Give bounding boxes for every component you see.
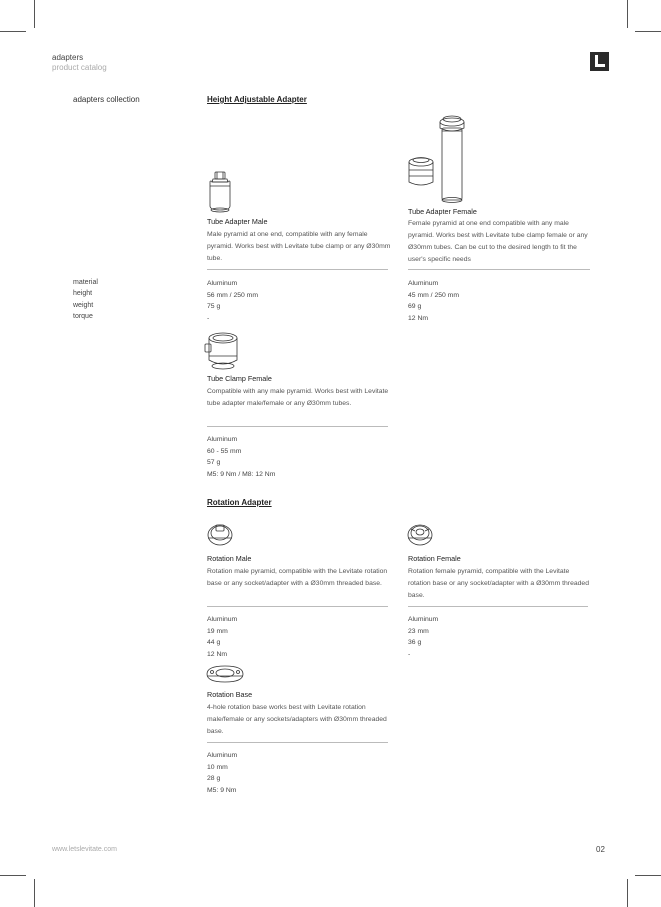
spec-material: Aluminum — [207, 752, 238, 759]
section-title-rotation-adapter: Rotation Adapter — [207, 498, 272, 507]
spec-material: Aluminum — [408, 280, 439, 287]
spec-height: 10 mm — [207, 763, 228, 771]
product-specs — [408, 278, 459, 324]
product-name: Rotation Female — [408, 554, 461, 563]
rotation-female-icon — [405, 519, 435, 549]
divider — [408, 606, 588, 607]
spec-label-weight: weight — [73, 302, 94, 309]
product-name: Rotation Male — [207, 554, 252, 563]
product-description: Female pyramid at one end compatible with any male pyramid. Works best with Levitate tube clamp female or any Ø30mm tubes. Can be cut to the desired length to fit the user's specific needs — [408, 220, 588, 263]
product-description: Male pyramid at one end, compatible with any female pyramid. Works best with Levitate tube clamp or any Ø30mm tube. — [207, 231, 391, 262]
spec-torque: - — [408, 650, 411, 658]
spec-torque: 12 Nm — [207, 650, 228, 658]
crop-mark — [627, 879, 628, 907]
product-specs — [207, 614, 237, 660]
spec-height: 56 mm / 250 mm — [207, 291, 258, 299]
crop-mark — [627, 0, 628, 28]
footer-url[interactable]: www.letslevitate.com — [52, 846, 117, 853]
page-number: 02 — [596, 845, 605, 854]
spec-height: 60 - 55 mm — [207, 447, 242, 455]
product-name: Tube Clamp Female — [207, 374, 272, 383]
spec-label-height: height — [73, 290, 93, 297]
product-name: Tube Adapter Female — [408, 207, 477, 216]
collection-label: adapters collection — [73, 95, 140, 104]
divider — [207, 269, 388, 270]
product-specs — [408, 614, 438, 660]
product-name: Rotation Base — [207, 690, 253, 699]
crop-mark — [34, 0, 35, 28]
crop-mark — [635, 875, 661, 876]
spec-weight: 28 g — [207, 775, 221, 782]
spec-height: 19 mm — [207, 627, 228, 635]
spec-height: 23 mm — [408, 627, 429, 635]
spec-material: Aluminum — [207, 616, 238, 623]
spec-torque: M5: 9 Nm — [207, 786, 237, 794]
spec-weight: 75 g — [207, 303, 221, 310]
spec-weight: 36 g — [408, 639, 422, 646]
levitate-logo-icon — [590, 52, 609, 71]
product-specs — [207, 750, 237, 796]
crop-mark — [34, 879, 35, 907]
product-description: Rotation female pyramid, compatible with the Levitate rotation base or any socket/adapter with a Ø30mm threaded base. — [408, 568, 589, 599]
product-description: 4-hole rotation base works best with Levitate rotation male/female or any sockets/adapters with Ø30mm threaded base. — [207, 704, 387, 735]
spec-weight: 44 g — [207, 639, 221, 646]
spec-torque: M5: 9 Nm / M8: 12 Nm — [207, 470, 276, 478]
spec-material: Aluminum — [207, 436, 238, 443]
product-description: Rotation male pyramid, compatible with the Levitate rotation base or any socket/adapter with a Ø30mm threaded base. — [207, 568, 388, 587]
spec-label-material: material — [73, 279, 98, 286]
product-description: Compatible with any male pyramid. Works best with Levitate tube adapter male/female or any Ø30mm tubes. — [207, 388, 389, 407]
spec-label-torque: torque — [73, 313, 93, 320]
spec-material: Aluminum — [408, 616, 439, 623]
tube-clamp-female-icon — [203, 330, 243, 372]
spec-weight: 57 g — [207, 459, 221, 466]
product-specs — [207, 278, 258, 324]
header-title: adapters — [52, 53, 84, 62]
spec-height: 45 mm / 250 mm — [408, 291, 459, 299]
header-subtitle: product catalog — [52, 63, 107, 72]
crop-mark — [0, 875, 26, 876]
spec-torque: 12 Nm — [408, 314, 429, 322]
divider — [207, 426, 388, 427]
section-title-height-adjustable: Height Adjustable Adapter — [207, 95, 307, 104]
rotation-base-icon — [203, 662, 247, 686]
divider — [207, 606, 388, 607]
divider — [408, 269, 590, 270]
product-specs — [207, 434, 275, 480]
tube-adapter-male-icon — [205, 170, 235, 215]
spec-torque: - — [207, 314, 210, 322]
crop-mark — [0, 31, 26, 32]
crop-mark — [635, 31, 661, 32]
spec-weight: 69 g — [408, 303, 422, 310]
rotation-male-icon — [205, 519, 235, 549]
tube-adapter-female-icon — [405, 110, 470, 205]
divider — [207, 742, 388, 743]
spec-material: Aluminum — [207, 280, 238, 287]
product-name: Tube Adapter Male — [207, 217, 268, 226]
